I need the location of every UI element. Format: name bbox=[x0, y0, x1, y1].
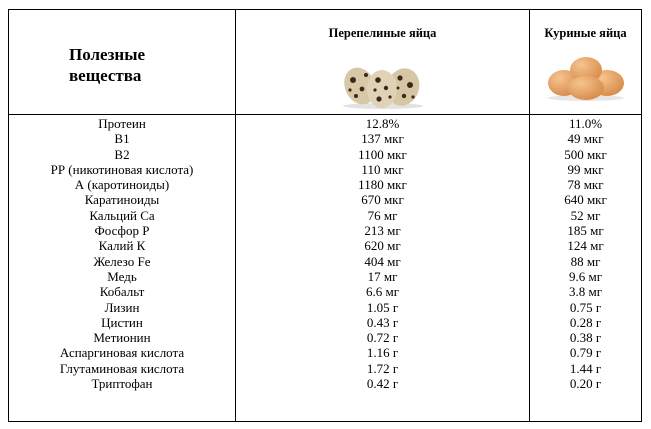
nutrient-comparison-table bbox=[8, 9, 642, 422]
nutrient-name-cell: Цистин bbox=[101, 314, 143, 330]
header-nutrients bbox=[9, 10, 235, 114]
nutrient-name-cell: Глутаминовая кислота bbox=[59, 360, 185, 376]
nutrient-name-cell: Протеин bbox=[98, 116, 146, 131]
table-row bbox=[9, 238, 641, 253]
nutrient-name-cell: Фосфор Р bbox=[94, 223, 150, 239]
table-row bbox=[9, 269, 641, 284]
chicken-value-cell: 3.8 мг bbox=[568, 284, 603, 300]
chicken-value-cell: 1.44 г bbox=[569, 360, 602, 376]
table-row bbox=[9, 177, 641, 192]
nutrient-name-cell: B1 bbox=[114, 131, 130, 147]
quail-value-cell: 670 мкг bbox=[361, 192, 404, 208]
quail-value-cell: 1.05 г bbox=[366, 299, 399, 315]
chicken-value-cell: 11.0% bbox=[568, 116, 603, 131]
nutrient-name-cell: Железо Fe bbox=[93, 253, 151, 269]
chicken-value-cell: 99 мкг bbox=[567, 161, 604, 177]
table-row bbox=[9, 116, 641, 131]
quail-value-cell: 76 мг bbox=[367, 207, 398, 223]
chicken-value-cell: 0.79 г bbox=[569, 345, 602, 361]
nutrient-name-cell: Триптофан bbox=[91, 376, 153, 392]
chicken-value-cell: 0.20 г bbox=[569, 376, 602, 392]
header-chicken-label: Куриные яйца bbox=[544, 26, 627, 40]
quail-value-cell: 0.42 г bbox=[366, 376, 399, 392]
quail-value-cell: 137 мкг bbox=[361, 131, 404, 147]
chicken-value-cell: 0.28 г bbox=[569, 314, 602, 330]
quail-eggs-image bbox=[338, 58, 428, 110]
table-row bbox=[9, 330, 641, 345]
table-row bbox=[9, 223, 641, 238]
chicken-value-cell: 124 мг bbox=[567, 238, 604, 254]
nutrient-name-cell: Лизин bbox=[104, 299, 140, 315]
chicken-value-cell: 0.38 г bbox=[569, 330, 602, 346]
table-row bbox=[9, 147, 641, 162]
table-row bbox=[9, 284, 641, 299]
nutrient-name-cell: РР (никотиновая кислота) bbox=[50, 161, 194, 177]
nutrient-name-cell: Медь bbox=[107, 268, 137, 284]
header-quail-label: Перепелиные яйца bbox=[328, 26, 437, 40]
header-quail-eggs bbox=[236, 10, 529, 114]
chicken-eggs-image bbox=[544, 50, 628, 102]
quail-value-cell: 12.8% bbox=[365, 116, 400, 131]
quail-value-cell: 1.16 г bbox=[366, 345, 399, 361]
chicken-value-cell: 0.75 г bbox=[569, 299, 602, 315]
table-body bbox=[9, 116, 641, 391]
quail-value-cell: 404 мг bbox=[364, 253, 401, 269]
table-row bbox=[9, 345, 641, 360]
chicken-value-cell: 49 мкг bbox=[567, 131, 604, 147]
chicken-value-cell: 52 мг bbox=[570, 207, 601, 223]
nutrient-name-cell: А (каротиноиды) bbox=[74, 177, 170, 193]
quail-value-cell: 1180 мкг bbox=[358, 177, 407, 193]
header-chicken-eggs bbox=[530, 10, 641, 114]
header-divider bbox=[9, 114, 641, 115]
chicken-value-cell: 9.6 мг bbox=[568, 268, 603, 284]
nutrient-name-cell: Каратиноиды bbox=[84, 192, 160, 208]
nutrient-name-cell: Калий К bbox=[98, 238, 146, 254]
quail-value-cell: 0.43 г bbox=[366, 314, 399, 330]
nutrient-name-cell: Кобальт bbox=[99, 284, 145, 300]
quail-value-cell: 110 мкг bbox=[361, 161, 404, 177]
quail-value-cell: 0.72 г bbox=[366, 330, 399, 346]
chicken-value-cell: 78 мкг bbox=[567, 177, 604, 193]
table-row bbox=[9, 208, 641, 223]
table-row bbox=[9, 254, 641, 269]
table-row bbox=[9, 131, 641, 146]
table-row bbox=[9, 192, 641, 207]
quail-value-cell: 213 мг bbox=[364, 223, 401, 239]
chicken-value-cell: 88 мг bbox=[570, 253, 601, 269]
quail-value-cell: 1100 мкг bbox=[358, 146, 407, 162]
table-row bbox=[9, 361, 641, 376]
nutrient-name-cell: Метионин bbox=[93, 330, 151, 346]
chicken-value-cell: 500 мкг bbox=[564, 146, 607, 162]
table-row bbox=[9, 376, 641, 391]
chicken-value-cell: 185 мг bbox=[567, 223, 604, 239]
quail-value-cell: 6.6 мг bbox=[365, 284, 400, 300]
table-row bbox=[9, 300, 641, 315]
nutrient-name-cell: B2 bbox=[114, 146, 130, 162]
header-nutrients-label: Полезные вещества bbox=[69, 45, 146, 85]
table-row bbox=[9, 162, 641, 177]
chicken-value-cell: 640 мкг bbox=[564, 192, 607, 208]
quail-value-cell: 620 мг bbox=[364, 238, 401, 254]
table-row bbox=[9, 315, 641, 330]
quail-value-cell: 1.72 г bbox=[366, 360, 399, 376]
nutrient-name-cell: Кальций Са bbox=[89, 207, 155, 223]
nutrient-name-cell: Аспаргиновая кислота bbox=[59, 345, 185, 361]
quail-value-cell: 17 мг bbox=[367, 268, 398, 284]
